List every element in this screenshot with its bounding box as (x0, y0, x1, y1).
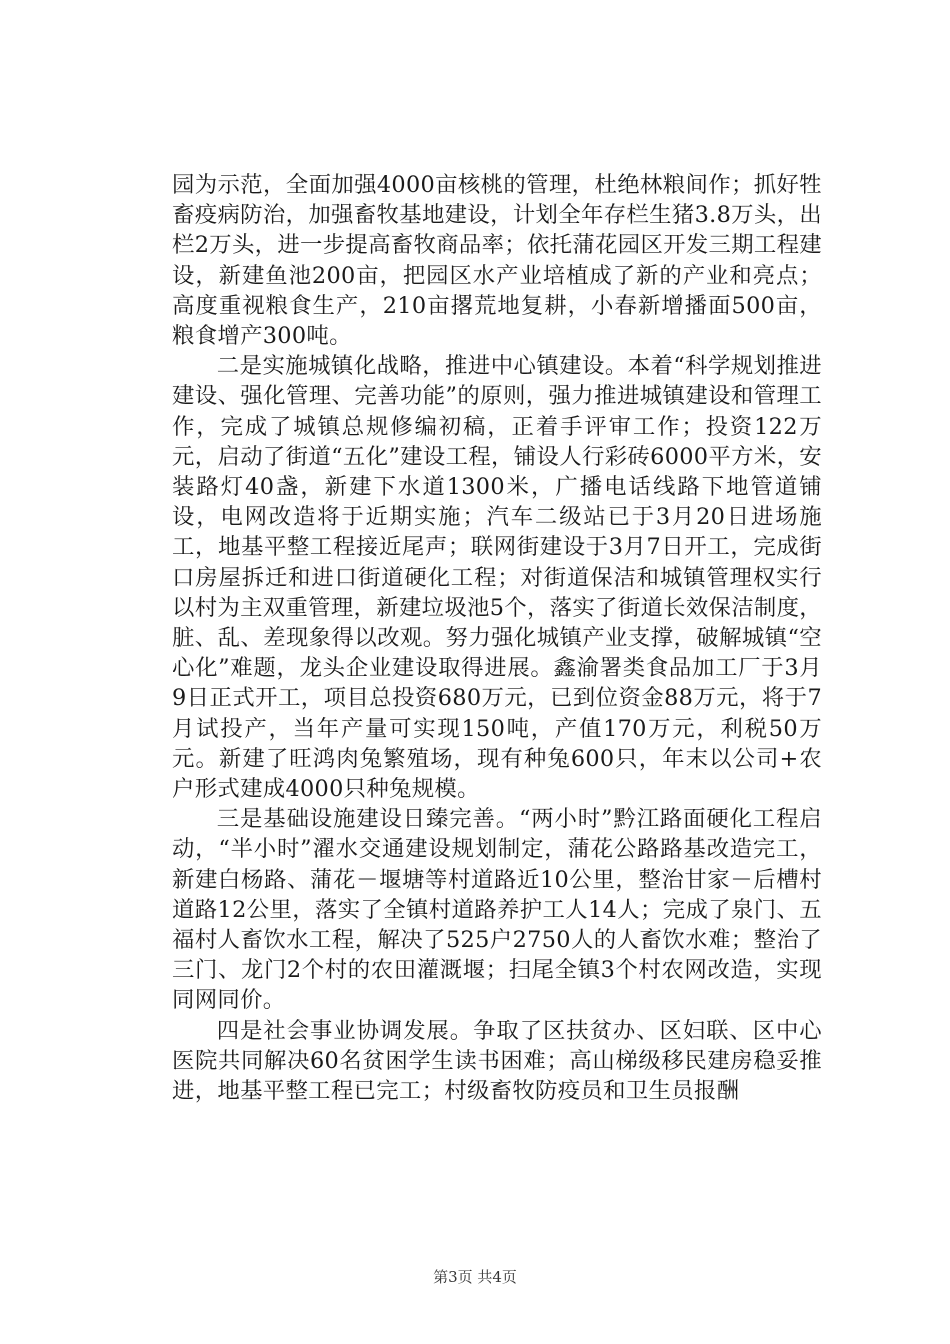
paragraph-infrastructure: 三是基础设施建设日臻完善。“两小时”黔江路面硬化工程启动，“半小时”濯水交通建设规划制定，蒲花公路路基改造完工，新建白杨路、蒲花－堰塘等村道路近10公里，整治甘家－后槽村道路12公里，落实了全镇村道路养护工人14人；完成了泉门、五福村人畜饮水工程，解决了525户2750人的人畜饮水难；整治了三门、龙门2个村的农田灌溉堰；扫尾全镇3个村农网改造，实现同网同价。 (172, 806, 822, 1014)
paragraph-urbanization: 二是实施城镇化战略，推进中心镇建设。本着“科学规划推进建设、强化管理、完善功能”的原则，强力推进城镇建设和管理工作，完成了城镇总规修编初稿，正着手评审工作；投资122万元，启动了街道“五化”建设工程，铺设人行彩砖6000平方米，安装路灯40盏，新建下水道1300米，广播电话线路下地管道铺设，电网改造将于近期实施；汽车二级站已于3月20日进场施工，地基平整工程接近尾声；联网街建设于3月7日开工，完成街口房屋拆迁和进口街道硬化工程；对街道保洁和城镇管理权实行以村为主双重管理，新建垃圾池5个，落实了街道长效保洁制度，脏、乱、差现象得以改观。努力强化城镇产业支撑，破解城镇“空心化”难题，龙头企业建设取得进展。鑫渝署类食品加工厂于3月9日正式开工，项目总投资680万元，已到位资金88万元，将于7月试投产，当年产量可实现150吨，产值170万元，利税50万元。新建了旺鸿肉兔繁殖场，现有种兔600只，年末以公司+农户形式建成4000只种兔规模。 (172, 353, 822, 803)
paragraph-social-affairs: 四是社会事业协调发展。争取了区扶贫办、区妇联、区中心医院共同解决60名贫困学生读书困难；高山梯级移民建房稳妥推进，地基平整工程已完工；村级畜牧防疫员和卫生员报酬 (172, 1017, 822, 1105)
page-footer: 第3页 共4页 (433, 1268, 517, 1286)
paragraph-continuation: 园为示范，全面加强4000亩核桃的管理，杜绝林粮间作；抓好牲畜疫病防治，加强畜牧基地建设，计划全年存栏生猪3.8万头，出栏2万头，进一步提高畜牧商品率；依托蒲花园区开发三期工程建设，新建鱼池200亩，把园区水产业培植成了新的产业和亮点；高度重视粮食生产，210亩撂荒地复耕，小春新增播面500亩，粮食增产300吨。 (172, 172, 822, 350)
document-body (172, 170, 822, 1106)
